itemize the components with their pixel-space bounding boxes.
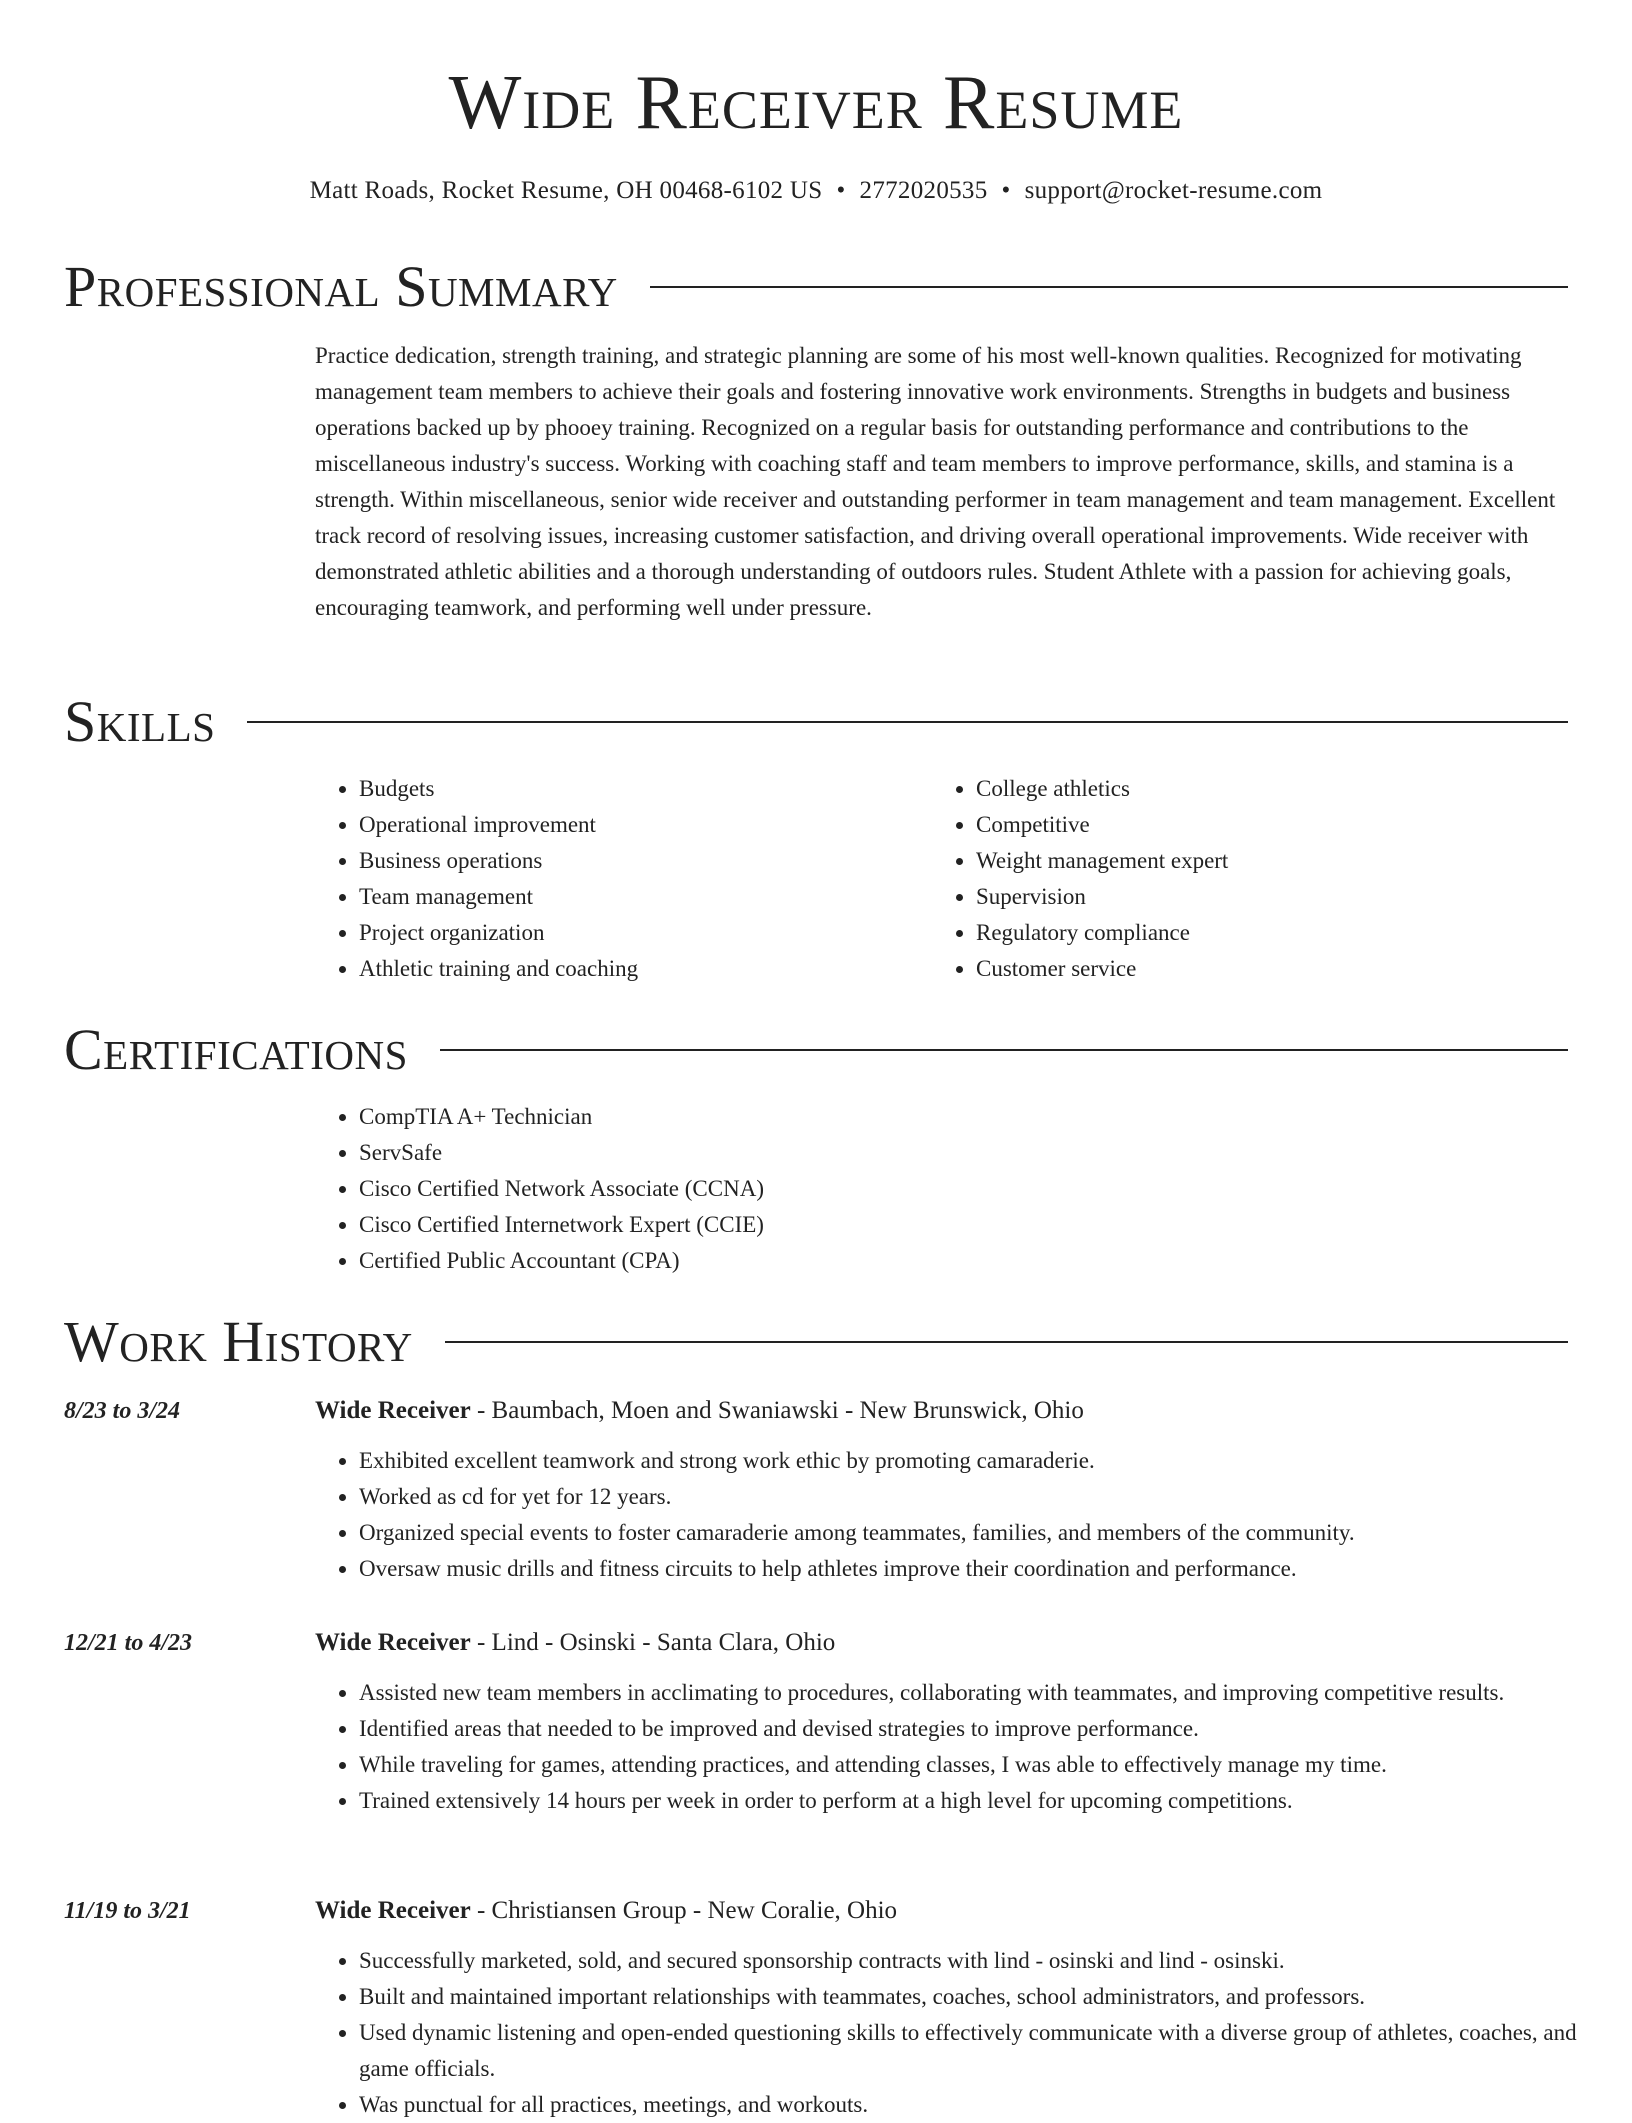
skill-item: • Project organization [359, 915, 875, 951]
work-section-header [64, 1310, 1568, 1374]
contact-phone: 2772020535 [859, 177, 988, 204]
job-bullet: • Used dynamic listening and open-ended questioning skills to effectively communicate with a diverse group of athletes, coaches, and game officials. [359, 2015, 1612, 2087]
job-details: - Christiansen Group - New Coralie, Ohio [470, 1897, 898, 1924]
certification-item: • Cisco Certified Internetwork Expert (CCIE) [359, 1207, 1215, 1243]
certification-item: • Certified Public Accountant (CPA) [359, 1243, 1215, 1279]
certifications-section-header [64, 1018, 1568, 1082]
skills-section-header [64, 690, 1568, 754]
certification-item: • Cisco Certified Network Associate (CCNA) [359, 1171, 1215, 1207]
section-divider [650, 286, 1568, 288]
job-bullet: • Organized special events to foster camaraderie among teammates, families, and members of the community. [359, 1515, 1612, 1551]
job-title: Wide Receiver [315, 1629, 471, 1656]
job-details: - Baumbach, Moen and Swaniawski - New Brunswick, Ohio [470, 1397, 1084, 1424]
summary-section-header [64, 255, 1568, 319]
section-divider [445, 1341, 1568, 1343]
certifications-heading: Certifications [64, 1017, 408, 1082]
summary-heading: Professional Summary [64, 254, 618, 319]
section-divider [247, 721, 1568, 723]
contact-separator: • [1001, 177, 1011, 204]
contact-email: support@rocket-resume.com [1024, 177, 1323, 204]
skill-item: • Team management [359, 879, 875, 915]
job-header [315, 1625, 1568, 1661]
section-divider [440, 1049, 1568, 1051]
skill-item: • Regulatory compliance [976, 915, 1492, 951]
job-bullet: • While traveling for games, attending practices, and attending classes, I was able to effectively manage my time. [359, 1747, 1612, 1783]
job-bullet: • Was punctual for all practices, meetings, and workouts. [359, 2087, 1612, 2123]
job-bullet: • Exhibited excellent teamwork and strong work ethic by promoting camaraderie. [359, 1443, 1612, 1479]
certifications-list [315, 1099, 1215, 1279]
job-header [315, 1393, 1568, 1429]
contact-separator: • [836, 177, 846, 204]
job-title: Wide Receiver [315, 1397, 471, 1424]
job-dates: 8/23 to 3/24 [64, 1398, 181, 1424]
work-heading: Work History [64, 1309, 413, 1374]
contact-address: Matt Roads, Rocket Resume, OH 00468-6102 US [309, 177, 823, 204]
job-bullet: • Worked as cd for yet for 12 years. [359, 1479, 1612, 1515]
skills-heading: Skills [64, 689, 216, 754]
job-details: - Lind - Osinski - Santa Clara, Ohio [470, 1629, 836, 1656]
job-bullet: • Identified areas that needed to be improved and devised strategies to improve performance. [359, 1711, 1612, 1747]
job-bullet: • Successfully marketed, sold, and secured sponsorship contracts with lind - osinski and lind - osinski. [359, 1943, 1612, 1979]
skill-item: • Weight management expert [976, 843, 1492, 879]
skill-item: • Operational improvement [359, 807, 875, 843]
skill-item: • Budgets [359, 771, 875, 807]
certification-item: • ServSafe [359, 1135, 1215, 1171]
job-bullet: • Oversaw music drills and fitness circuits to help athletes improve their coordination and performance. [359, 1551, 1612, 1587]
skill-item: • Athletic training and coaching [359, 951, 875, 987]
job-bullet: • Trained extensively 14 hours per week in order to perform at a high level for upcoming competitions. [359, 1783, 1612, 1819]
resume-title: Wide Receiver Resume [448, 59, 1184, 145]
skill-item: • College athletics [976, 771, 1492, 807]
job-dates: 11/19 to 3/21 [64, 1898, 191, 1924]
skills-column-right [932, 771, 1492, 987]
job-bullet: • Assisted new team members in acclimating to procedures, collaborating with teammates, and improving competitive results. [359, 1675, 1612, 1711]
job-header [315, 1893, 1568, 1929]
summary-text: Practice dedication, strength training, and strategic planning are some of his most well-known qualities. Recognized for motivating management team members to achieve their goals and fostering innovative work environments. Strengths in budgets and business operations backed up by phooey training. Recognized on a regular basis for outstanding performance and contributions to the miscellaneous industry's success. Working with coaching staff and team members to improve performance, skills, and stamina is a strength. Within miscellaneous, senior wide receiver and outstanding performer in team management and team management. Excellent track record of resolving issues, increasing customer satisfaction, and driving overall operational improvements. Wide receiver with demonstrated athletic abilities and a thorough understanding of outdoors rules. Student Athlete with a passion for achieving goals, encouraging teamwork, and performing well under pressure. [315, 343, 1556, 620]
job-bullet: • Built and maintained important relationships with teammates, coaches, school administrators, and professors. [359, 1979, 1612, 2015]
skills-column-left [315, 771, 875, 987]
skill-item: • Business operations [359, 843, 875, 879]
skill-item: • Customer service [976, 951, 1492, 987]
certification-item: • CompTIA A+ Technician [359, 1099, 1215, 1135]
job-title: Wide Receiver [315, 1897, 471, 1924]
job-dates: 12/21 to 4/23 [64, 1630, 193, 1656]
skill-item: • Supervision [976, 879, 1492, 915]
contact-line [0, 176, 1632, 206]
skill-item: • Competitive [976, 807, 1492, 843]
